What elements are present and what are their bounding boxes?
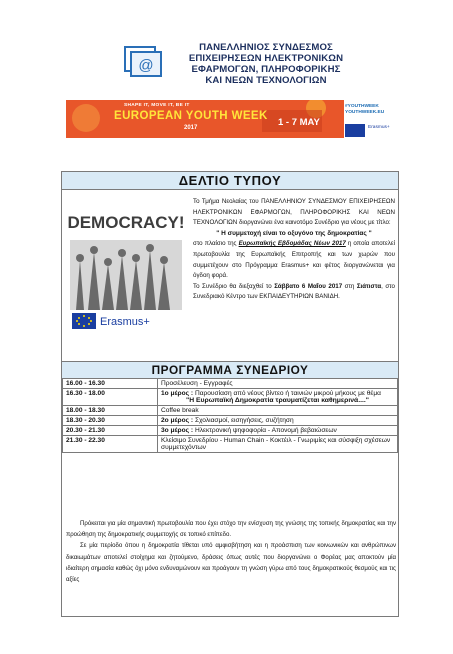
democracy-image-caption: DEMOCRACY! bbox=[67, 213, 185, 232]
program-row bbox=[63, 406, 398, 416]
program-part-label: 3ο μέρος : bbox=[161, 427, 194, 434]
program-time: 16.00 - 16.30 bbox=[63, 379, 158, 389]
intro-paragraph-3: Το Συνέδριο θα διεξαχθεί το Σάββατο 6 Μαΐου 2017 στη Σιάτιστα, στο Συνεδριακό Κέντρο των ΕΚΠΑΙΔΕΥΤΗΡΙΩΝ ΒΑΝΙΔΗ. bbox=[193, 282, 395, 301]
banner-tagline: SHAPE IT, MOVE IT, BE IT bbox=[124, 103, 190, 108]
banner-hashtag: #YOUTHWEEK bbox=[345, 104, 379, 109]
program-activity-text: Σχολιασμοί, εισηγήσεις, συζήτηση bbox=[193, 417, 294, 424]
banner-url: YOUTHWEEK.EU bbox=[345, 110, 385, 115]
program-row bbox=[63, 416, 398, 426]
banner-dates: 1 - 7 MAY bbox=[278, 117, 320, 128]
youth-week-banner bbox=[66, 100, 344, 138]
program-activity bbox=[158, 379, 398, 389]
program-activity-text: Ηλεκτρονική ψηφοφορία - Απονομή βεβαιώσεων bbox=[193, 427, 337, 434]
svg-text:@: @ bbox=[138, 57, 154, 74]
organization-logo-icon bbox=[123, 45, 163, 79]
page-title: ΔΕΛΤΙΟ ΤΥΠΟΥ bbox=[62, 172, 398, 190]
program-activity bbox=[158, 426, 398, 436]
erasmus-logo bbox=[72, 312, 172, 330]
closing-paragraph-1: Πρόκειται για μία σημαντική πρωτοβουλία που έχει στόχο την ενίσχυση της γνώσης της τοπικής δημοκρατίας και την προώθηση της δημοκρατικής συμμετοχής σε τοπικό επίπεδο. bbox=[66, 520, 396, 539]
program-activity-text: Παρουσίαση από νέους βίντεο ή ταινιών μικρού μήκους με θέμα bbox=[193, 390, 381, 397]
eu-flag-icon bbox=[345, 124, 365, 137]
program-time: 21.30 - 22.30 bbox=[63, 436, 158, 453]
program-time: 18.00 - 18.30 bbox=[63, 406, 158, 416]
program-video-theme: "Η Ευρωπαϊκή Δημοκρατία τραυματίζεται καθημερινά...." bbox=[185, 397, 369, 404]
conference-date: Σάββατο 6 Μαΐου 2017 bbox=[274, 282, 343, 290]
program-time: 16.30 - 18.00 bbox=[63, 389, 158, 406]
program-row bbox=[63, 426, 398, 436]
intro-paragraph-2: στο πλαίσιο της Ευρωπαϊκής Εβδομάδας Νέων 2017 η οποία αποτελεί πρωτοβουλία της Ευρωπαϊκής Επιτροπής και των χωρών που συμμετέχουν στο Πρόγραμμα Erasmus+ και φέτος διοργανώνεται για όγδοη φορά. bbox=[193, 240, 395, 280]
program-activity bbox=[158, 406, 398, 416]
program-activity-text: Κλείσιμο Συνεδρίου - Human Chain - Κοκτέιλ - Γνωριμίες και σύσφιξη σχέσεων συμμετεχόντων bbox=[161, 437, 391, 451]
program-activity-text: Προσέλευση - Εγγραφές bbox=[161, 380, 233, 387]
program-title: ΠΡΟΓΡΑΜΜΑ ΣΥΝΕΔΡΙΟΥ bbox=[62, 361, 398, 379]
democracy-image bbox=[66, 200, 186, 314]
program-row bbox=[63, 389, 398, 406]
program-time: 18.30 - 20.30 bbox=[63, 416, 158, 426]
intro-paragraph-1: Το Τμήμα Νεολαίας του ΠΑΝΕΛΛΗΝΙΟΥ ΣΥΝΔΕΣΜΟΥ ΕΠΙΧΕΙΡΗΣΕΩΝ ΗΛΕΚΤΡΟΝΙΚΩΝ ΕΦΑΡΜΟΓΩΝ, ΠΛΗΡΟΦΟΡΙΚΗΣ ΚΑΙ ΝΕΩΝ ΤΕΧΝΟΛΟΓΙΩΝ διοργανώνει ένα καινοτόμο Συνέδριο για νέους με τίτλο: bbox=[193, 198, 395, 227]
conference-title-quote: " Η συμμετοχή είναι το οξυγόνο της δημοκρατίας " bbox=[216, 229, 372, 237]
program-part-label: 2ο μέρος : bbox=[161, 417, 194, 424]
program-row bbox=[63, 379, 398, 389]
closing-text bbox=[66, 518, 396, 585]
banner-year: 2017 bbox=[184, 125, 198, 131]
conference-place: Σιάτιστα bbox=[356, 282, 382, 290]
erasmus-logo-text: Erasmus+ bbox=[100, 316, 150, 328]
program-table bbox=[62, 378, 398, 453]
program-activity-text: Coffee break bbox=[161, 407, 199, 414]
closing-paragraph-2: Σε μία περίοδο όπου η δημοκρατία τίθεται υπό αμφισβήτηση και η προάσπιση των κοινωνικών και ανθρώπινων δικαιωμάτων αποτελεί στοίχημα και ζητούμενο, δράσεις όπως αυτές που διοργανώνει ο Φορέας μας αποκτούν μία ιδιαίτερη σημασία καθώς όχι μόνο ενδυναμώνουν και προάγουν τη γνώση γύρω από τους δημοκρατικούς θεσμούς και τις αξίες bbox=[66, 542, 396, 584]
organization-name: ΠΑΝΕΛΛΗΝΙΟΣ ΣΥΝΔΕΣΜΟΣ ΕΠΙΧΕΙΡΗΣΕΩΝ ΗΛΕΚΤΡΟΝΙΚΩΝ ΕΦΑΡΜΟΓΩΝ, ΠΛΗΡΟΦΟΡΙΚΗΣ ΚΑΙ ΝΕΩΝ ΤΕΧΝΟΛΟΓΙΩΝ bbox=[188, 42, 344, 86]
program-activity bbox=[158, 389, 398, 406]
intro-text bbox=[193, 197, 395, 303]
banner-erasmus-label: Erasmus+ bbox=[368, 125, 390, 130]
program-row bbox=[63, 436, 398, 453]
youth-week-link: Ευρωπαϊκής Εβδομάδας Νέων 2017 bbox=[238, 240, 346, 248]
program-activity bbox=[158, 416, 398, 426]
banner-title: EUROPEAN YOUTH WEEK bbox=[114, 110, 268, 122]
program-part-label: 1ο μέρος : bbox=[161, 390, 194, 397]
program-activity bbox=[158, 436, 398, 453]
program-time: 20.30 - 21.30 bbox=[63, 426, 158, 436]
